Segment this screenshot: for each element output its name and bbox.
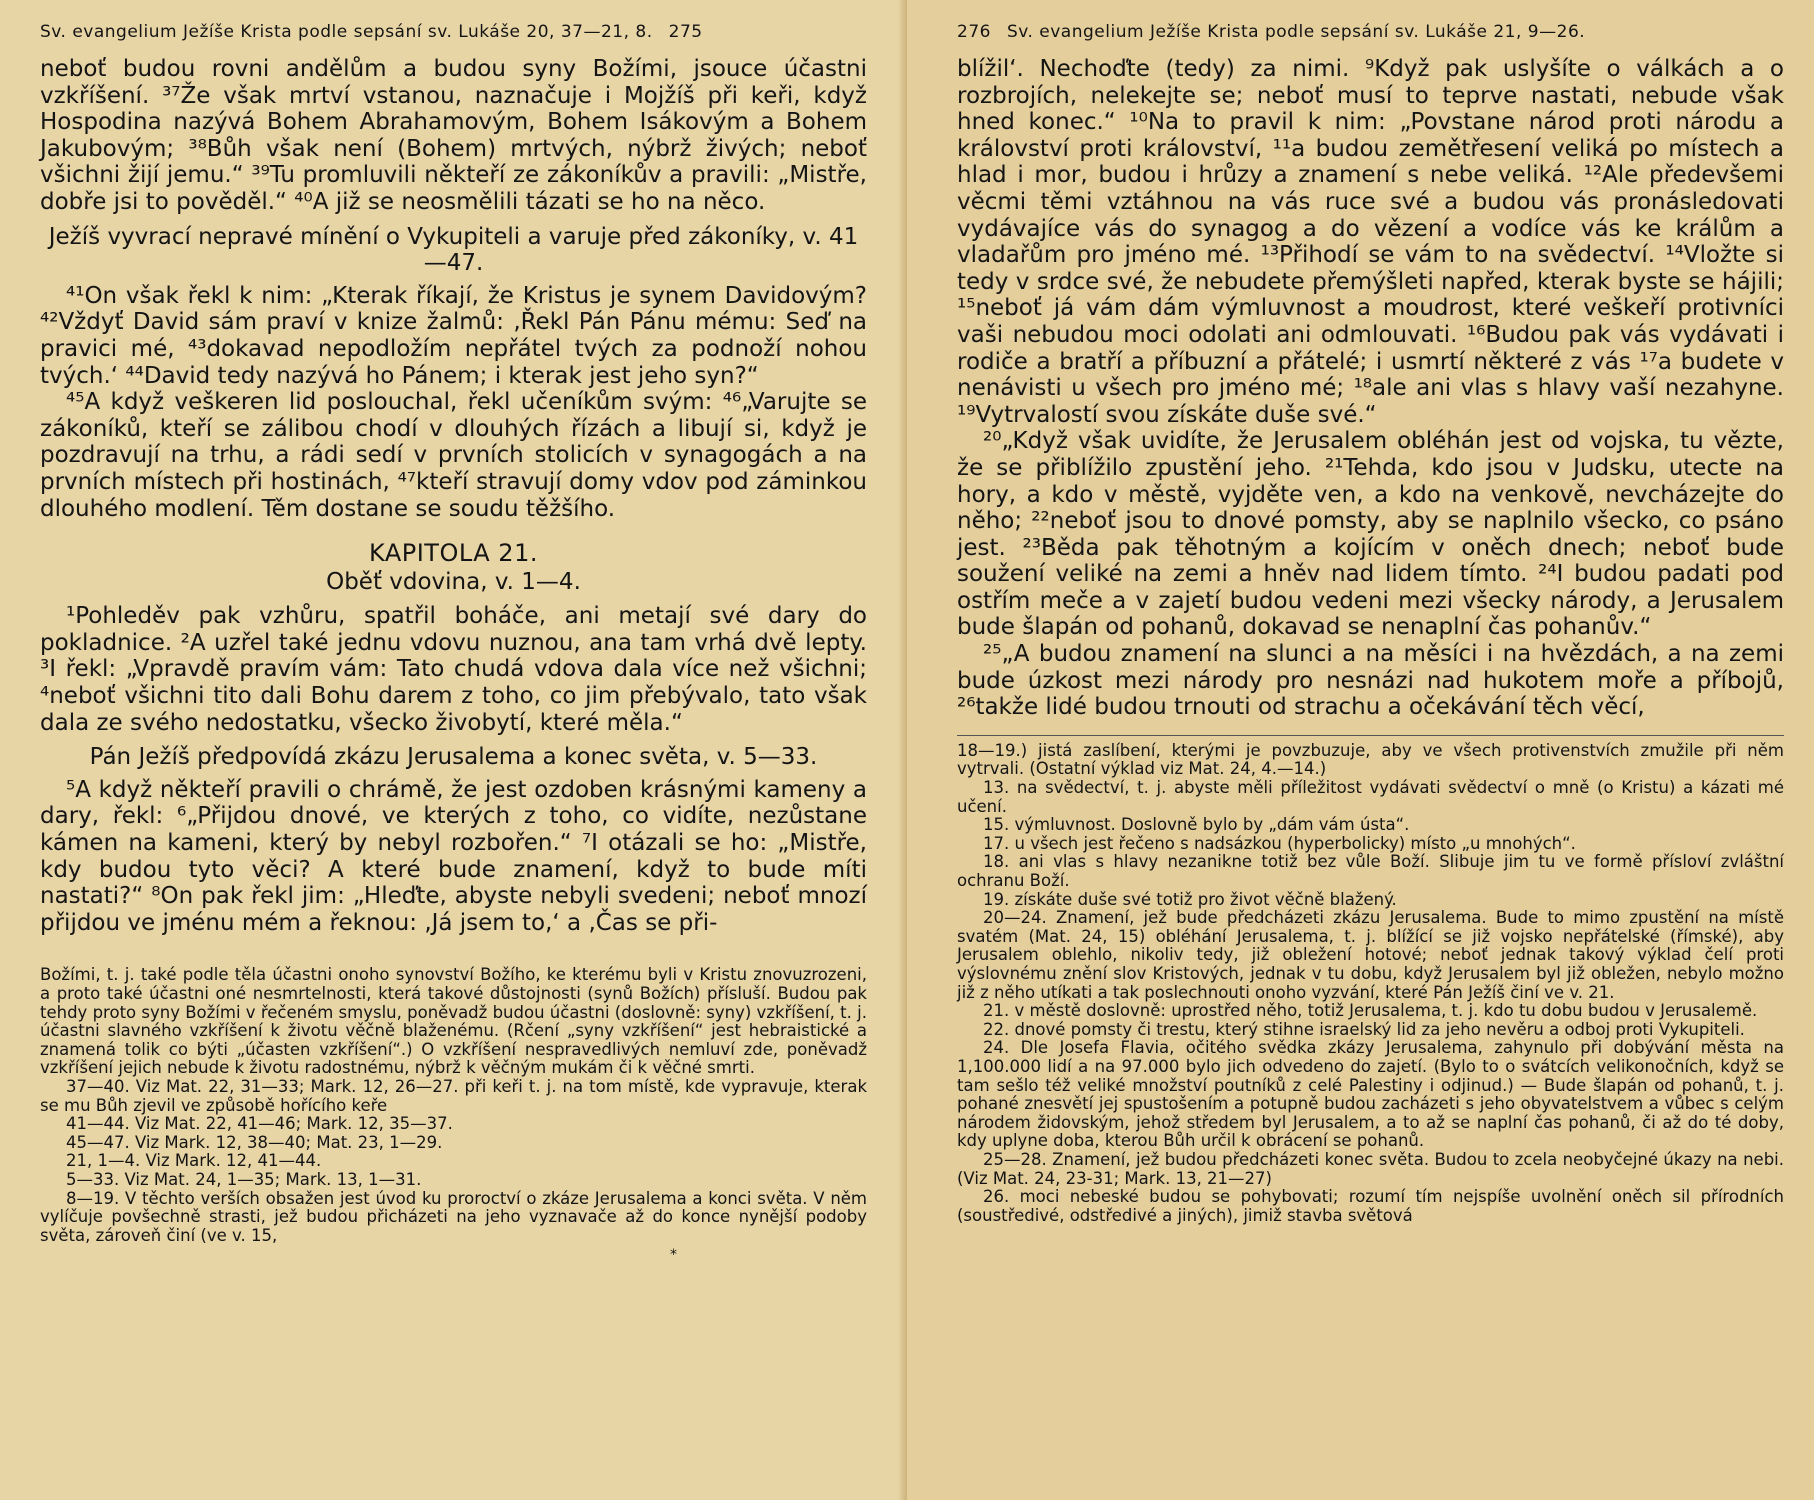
- footnote: 24. Dle Josefa Flavia, očitého svědka zkázy Jerusalema, zahynulo při dobývání města na 1,100.000 lidí a na 97.000 bylo jich odvedeno do zajetí. (Bylo to o svátcích velikonočních, když se tam sešlo též veliké množství poutníků z celé Palestiny i odjinud.) — Bude šlapán od pohanů, t. j. pohané znesvětí jej spustošením a potupně budou zacházeti s jeho obyvatelstvem a vůbec s celým národem židovským, jehož středem byl Jerusalem, a to až se naplní čas pohanů, či až do té doby, kdy uplyne doba, kterou Bůh určil k obrácení se pohanů.: [957, 1038, 1784, 1151]
- paragraph: ¹Pohleděv pak vzhůru, spatřil boháče, ani metají své dary do pokladnice. ²A uzřel také jednu vdovu nuznou, ana tam vrhá dvě lepty. ³I řekl: „Vpravdě pravím vám: Tato chudá vdova dala více než všichni; ⁴neboť všichni tito dali Bohu darem z toho, co jim přebývalo, tato však dala ze svého nedostatku, všecko živobytí, které měla.“: [40, 603, 867, 736]
- section-heading: Ježíš vyvrací nepravé mínění o Vykupiteli a varuje před zákoníky, v. 41—47.: [48, 223, 859, 277]
- footnote: 17. u všech jest řečeno s nadsázkou (hyperbolicky) místo „u mnohých“.: [983, 833, 1576, 853]
- footnote-divider: [957, 735, 1784, 736]
- footnote: 5—33. Viz Mat. 24, 1—35; Mark. 13, 1—31.: [66, 1169, 422, 1189]
- section-heading: Pán Ježíš předpovídá zkázu Jerusalema a konec světa, v. 5—33.: [89, 744, 818, 771]
- footnote: 13. na svědectví, t. j. abyste měli příležitost vydávati svědectví o mně (o Kristu) a kázati mé učení.: [957, 778, 1784, 816]
- chapter-heading: KAPITOLA 21.: [369, 539, 538, 568]
- footnote: 37—40. Viz Mat. 22, 31—33; Mark. 12, 26—27. při keři t. j. na tom místě, kde vypravuje, kterak se mu Bůh zjevil ve způsobě hořícího keře: [40, 1076, 867, 1115]
- left-footnotes: [40, 966, 867, 1245]
- paragraph: ⁴⁵A když veškeren lid poslouchal, řekl učeníkům svým: ⁴⁶„Varujte se zákoníků, kteří se zálibou chodí v dlouhých řízách a libují si, když je pozdravují na trhu, a rádi sedí v prvních stolicích v synagogách a na prvních místech při hostinách, ⁴⁷kteří stravují domy vdov pod záminkou dlouhého modlení. Těm dostane se soudu těžšího.: [40, 389, 867, 522]
- footnote: 21. v městě doslovně: uprostřed něho, totiž Jerusalema, t. j. kdo tu dobu budou v Jerusalemě.: [983, 1001, 1758, 1021]
- left-page-number: 275: [668, 22, 703, 42]
- right-page-number: 276: [957, 22, 991, 42]
- footnote: 25—28. Znamení, jež budou předcházeti konec světa. Budou to zcela neobyčejné úkazy na nebi. (Viz Mat. 24, 23-31; Mark. 13, 21—27): [957, 1149, 1784, 1188]
- footnote: 26. moci nebeské budou se pohybovati; rozumí tím nejspíše uvolnění oněch sil přírodních (soustředivé, odstředivé a jiných), jimiž stavba světová: [957, 1187, 1784, 1225]
- right-main-text: [957, 56, 1784, 721]
- section-heading: Oběť vdovina, v. 1—4.: [326, 568, 581, 595]
- paragraph: ⁴¹On však řekl k nim: „Kterak říkají, že Kristus je synem Davidovým? ⁴²Vždyť David sám praví v knize žalmů: ‚Řekl Pán Pánu mému: Seď na pravici mé, ⁴³dokavad nepodložím nepřátel tvých za podnoží nohou tvých.‘ ⁴⁴David tedy nazývá ho Pánem; i kterak jest jeho syn?“: [40, 282, 867, 389]
- footnote: Božími, t. j. také podle těla účastni onoho synovství Božího, ke kterému byli v Kristu znovuzrozeni, a proto také účastni oné nesmrtelnosti, která takové důstojnosti (synů Božích) přísluší. Budou pak tehdy proto syny Božími v řečeném smyslu, poněvadž budou účastni (doslovně: syny) vzkříšení, t. j. účastni slavného vzkříšení k životu věčně blaženému. (Rčení „syny vzkříšení“ jest hebraistické a znamená tolik co býti „účasten vzkříšení“.) O vzkříšení nespravedlivých nemluví zde, poněvadž vzkříšení jejich nebude k životu radostnému, nýbrž k věčným mukám či k věčné smrti.: [40, 965, 867, 1078]
- left-running-header: [40, 22, 867, 42]
- right-page: [907, 0, 1814, 1500]
- paragraph: ⁵A když někteří pravili o chrámě, že jest ozdoben krásnými kameny a dary, řekl: ⁶„Přijdou dnové, ve kterých z toho, co vidíte, nezůstane kámen na kameni, který by nebyl rozbořen.“ ⁷I otázali se ho: „Mistře, kdy budou tyto věci? A které bude znamení, když to bude míti nastati?“ ⁸On pak řekl jim: „Hleďte, abyste nebyli svedeni; neboť mnozí přijdou ve jménu mém a řeknou: ‚Já jsem to,‘ a ‚Čas se při-: [40, 776, 867, 936]
- paragraph: neboť budou rovni andělům a budou syny Božími, jsouce účastni vzkříšení. ³⁷Že však mrtví vstanou, naznačuje i Mojžíš při keři, když Hospodina nazývá Bohem Abrahamovým, Bohem Isákovým a Bohem Jakubovým; ³⁸Bůh však není (Bohem) mrtvých, nýbrž živých; neboť všichni žijí jemu.“ ³⁹Tu promluvili někteří ze zákoníkův a pravili: „Mistře, dobře jsi to pověděl.“ ⁴⁰A již se neosmělili tázati se ho na něco.: [40, 56, 867, 215]
- footnote: 18. ani vlas s hlavy nezanikne totiž bez vůle Boží. Slibuje jim tu ve formě přísloví zvláštní ochranu Boží.: [957, 852, 1784, 890]
- footnote: 45—47. Viz Mark. 12, 38—40; Mat. 23, 1—29.: [66, 1132, 443, 1152]
- paragraph: ²⁵„A budou znamení na slunci a na měsíci i na hvězdách, a na zemi bude úzkost mezi národy pro nesnázi nad hukotem moře a příbojů, ²⁶takže lidé budou trnouti od strachu a očekávání těch věcí,: [957, 641, 1784, 721]
- right-header-title: Sv. evangelium Ježíše Krista podle sepsání sv. Lukáše 21, 9—26.: [1006, 22, 1586, 42]
- footnote: 19. získáte duše své totiž pro život věčně blažený.: [983, 889, 1397, 909]
- right-footnotes: [957, 742, 1784, 1225]
- footnote: 20—24. Znamení, jež bude předcházeti zkázu Jerusalema. Bude to mimo zpustění na místě svatém (Mat. 24, 15) obléhání Jerusalema, t. j. blížící se již vojsko nepřátelské (římské), aby Jerusalem oblehlo, nikoliv tedy, již obležení hotové; neboť jednak takový výklad čelí proti výslovnému znění slov Kristových, jednak v tu dobu, když Jerusalem byl již obležen, nebylo možno již z něho utíkati a tak poslechnouti onoho vyzvání, které Pán Ježíš činí ve v. 21.: [957, 908, 1784, 1002]
- left-main-text: [40, 56, 867, 936]
- footnote: 8—19. V těchto verších obsažen jest úvod ku proroctví o zkáze Jerusalema a konci světa. V něm vylíčuje povšechně strasti, jež budou přicházeti na jeho vyznavače až do konce nynější podoby světa, zároveň činí (ve v. 15,: [40, 1188, 867, 1245]
- right-running-header: [957, 22, 1784, 42]
- footnote: 18—19.) jistá zaslíbení, kterými je povzbuzuje, aby ve všech protivenstvích zmužile při něm vytrvali. (Ostatní výklad viz Mat. 24, 4.—14.): [957, 740, 1784, 779]
- footnote: 15. výmluvnost. Doslovně bylo by „dám vám ústa“.: [983, 815, 1410, 835]
- left-header-title: Sv. evangelium Ježíše Krista podle sepsání sv. Lukáše 20, 37—21, 8.: [40, 22, 653, 42]
- footnote: 22. dnové pomsty či trestu, který stihne israelský lid za jeho nevěru a odboj proti Vykupiteli.: [983, 1019, 1745, 1039]
- paragraph: blížil‘. Nechoďte (tedy) za nimi. ⁹Když pak uslyšíte o válkách a o rozbrojích, nelekejte se; neboť musí to teprve nastati, nebude však hned konec.“ ¹⁰Na to pravil k nim: „Povstane národ proti národu a království proti království, ¹¹a budou zemětřesení veliká po místech a hlad i mor, budou i hrůzy a znamení s nebe veliká. ¹²Ale předevšemi věcmi těmi vztáhnou na vás ruce své a budou vás pronásledovati vydávajíce vás do synagog a do vězení a vodíce vás ke králům a vladařům pro jméno mé. ¹³Přihodí se vám to na svědectví. ¹⁴Vložte si tedy v srdce své, že nebudete přemýšleti napřed, kterak byste se hájili; ¹⁵neboť já vám dám výmluvnost a moudrost, které veškeří protivníci vaši nebudou moci odolati ani odmlouvati. ¹⁶Budou pak vás vydávati i rodiče a bratří a příbuzní a přátelé; i usmrtí některé z vás ¹⁷a budete v nenávisti u všech pro jméno mé; ¹⁸ale ani vlas s hlavy vaší nezahyne. ¹⁹Vytrvalostí svou získáte duše své.“: [957, 56, 1784, 428]
- footnote: 21, 1—4. Viz Mark. 12, 41—44.: [66, 1151, 322, 1171]
- paragraph: ²⁰„Když však uvidíte, že Jerusalem obléhán jest od vojska, tu vězte, že se přiblížilo zpustění jeho. ²¹Tehda, kdo jsou v Judsku, utecte na hory, a kdo v městě, vyjděte ven, a kdo na venkově, nevcházejte do něho; ²²neboť jsou to dnové pomsty, aby se naplnilo všecko, co psáno jest. ²³Běda pak těhotným a kojícím v oněch dnech; neboť bude soužení veliké na zemi a hněv nad lidem tímto. ²⁴I budou padati pod ostřím meče a v zajetí budou vedeni mezi všecky národy, a Jerusalem bude šlapán od pohanů, dokavad se nenaplní čas pohanův.“: [957, 428, 1784, 641]
- signature-mark: *: [670, 1247, 677, 1264]
- footnote: 41—44. Viz Mat. 22, 41—46; Mark. 12, 35—37.: [66, 1114, 453, 1134]
